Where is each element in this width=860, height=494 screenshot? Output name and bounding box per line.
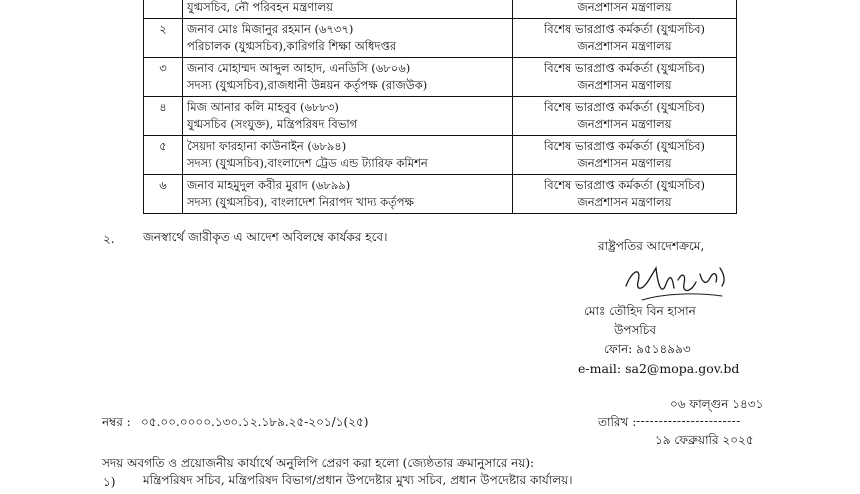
posting-cell — [513, 19, 737, 58]
signatory-phone: ফোন: ৯৫১৪৯৯৩ — [604, 342, 691, 356]
memo-number-label: নম্বর : — [102, 415, 131, 429]
officer-name: মিজ আনার কলি মাহবুব (৬৮৮৩) — [187, 100, 339, 114]
officer-cell — [183, 175, 513, 214]
table-row — [144, 136, 737, 175]
signatory-designation: উপসচিব — [614, 323, 657, 337]
officer-name: জনাব মোঃ মিজানুর রহমান (৬৭৩৭) — [187, 22, 354, 36]
posting-ministry: জনপ্রশাসন মন্ত্রণালয় — [577, 156, 672, 170]
officer-cell — [183, 97, 513, 136]
posting-title: বিশেষ ভারপ্রাপ্ত কর্মকর্তা (যুগ্মসচিব) — [543, 61, 706, 75]
posting-title: বিশেষ ভারপ্রাপ্ত কর্মকর্তা (যুগ্মসচিব) — [543, 178, 706, 192]
posting-cell — [513, 175, 737, 214]
date-label: তারিখ : — [598, 415, 637, 429]
officer-name: জনাব মাহমুদুল কবীর মুরাদ (৬৮৯৯) — [187, 178, 351, 192]
table-row — [144, 19, 737, 58]
officer-office: যুগ্মসচিব (সংযুক্ত), মন্ত্রিপরিষদ বিভাগ — [187, 117, 358, 131]
officer-name: সৈয়দা ফারহানা কাউনাইন (৬৮৯৪) — [187, 139, 347, 153]
order-effective-text: জনস্বার্থে জারীকৃত এ আদেশ অবিলম্বে কার্যকর হবে। — [143, 230, 388, 244]
serial-cell: ৬ — [144, 175, 183, 214]
copy-item-number: ১) — [103, 475, 116, 489]
signatory-name: মোঃ তৌহিদ বিন হাসান — [584, 304, 696, 318]
officer-office: পরিচালক (যুগ্মসচিব),কারিগরি শিক্ষা অধিদপ্তর — [187, 39, 397, 53]
officer-office: যুগ্মসচিব, নৌ পরিবহন মন্ত্রণালয় — [187, 0, 333, 14]
copy-item-text: মন্ত্রিপরিষদ সচিব, মন্ত্রিপরিষদ বিভাগ/প্রধান উপদেষ্টার মুখ্য সচিব, প্রধান উপদেষ্টার কার্যালয়। — [143, 473, 573, 487]
officer-cell — [183, 136, 513, 175]
date-gregorian: ১৯ ফেব্রুয়ারি ২০২৫ — [655, 433, 754, 447]
table-row — [144, 0, 737, 19]
posting-cell — [513, 0, 737, 19]
serial-cell: ৪ — [144, 97, 183, 136]
officer-cell — [183, 58, 513, 97]
posting-title: বিশেষ ভারপ্রাপ্ত কর্মকর্তা (যুগ্মসচিব) — [543, 22, 706, 36]
date-separator-line: ----------------------- — [636, 414, 741, 428]
serial-cell: ৫ — [144, 136, 183, 175]
handwritten-signature-icon — [612, 256, 742, 306]
signatory-email: e-mail: sa2@mopa.gov.bd — [578, 361, 740, 376]
posting-ministry: জনপ্রশাসন মন্ত্রণালয় — [577, 0, 672, 14]
officer-office: সদস্য (যুগ্মসচিব),বাংলাদেশ ট্রেড এন্ড ট্যারিফ কমিশন — [187, 156, 428, 170]
posting-cell — [513, 97, 737, 136]
table-row — [144, 58, 737, 97]
posting-ministry: জনপ্রশাসন মন্ত্রণালয় — [577, 117, 672, 131]
presidential-order-line: রাষ্ট্রপতির আদেশক্রমে, — [598, 239, 705, 253]
serial-cell — [144, 0, 183, 19]
officers-table — [143, 0, 737, 214]
copy-distribution-intro: সদয় অবগতি ও প্রয়োজনীয় কার্যার্থে অনুলিপি প্রেরণ করা হলো (জ্যেষ্ঠতার ক্রমানুসারে নয়): — [102, 456, 535, 470]
posting-title: বিশেষ ভারপ্রাপ্ত কর্মকর্তা (যুগ্মসচিব) — [543, 139, 706, 153]
posting-cell — [513, 58, 737, 97]
signature-block — [560, 238, 800, 388]
posting-ministry: জনপ্রশাসন মন্ত্রণালয় — [577, 78, 672, 92]
officer-cell — [183, 19, 513, 58]
table-row — [144, 175, 737, 214]
serial-cell: ৩ — [144, 58, 183, 97]
officer-office: সদস্য (যুগ্মসচিব), বাংলাদেশ নিরাপদ খাদ্য কর্তৃপক্ষ — [187, 195, 414, 209]
table-row — [144, 97, 737, 136]
officer-office: সদস্য (যুগ্মসচিব),রাজধানী উন্নয়ন কর্তৃপক্ষ (রাজউক) — [187, 78, 428, 92]
paragraph-number: ২. — [103, 232, 115, 246]
date-bengali-calendar: ০৬ ফাল্গুন ১৪৩১ — [670, 397, 764, 411]
memo-number: ০৫.০০.০০০০.১৩০.১২.১৮৯.২৫-২০১/১(২৫) — [141, 415, 369, 429]
officer-name: জনাব মোহাম্মদ আব্দুল আহাদ, এনডিসি (৬৮০৬) — [187, 61, 411, 75]
posting-title: বিশেষ ভারপ্রাপ্ত কর্মকর্তা (যুগ্মসচিব) — [543, 100, 706, 114]
posting-cell — [513, 136, 737, 175]
officer-cell — [183, 0, 513, 19]
posting-ministry: জনপ্রশাসন মন্ত্রণালয় — [577, 39, 672, 53]
posting-ministry: জনপ্রশাসন মন্ত্রণালয় — [577, 195, 672, 209]
serial-cell: ২ — [144, 19, 183, 58]
